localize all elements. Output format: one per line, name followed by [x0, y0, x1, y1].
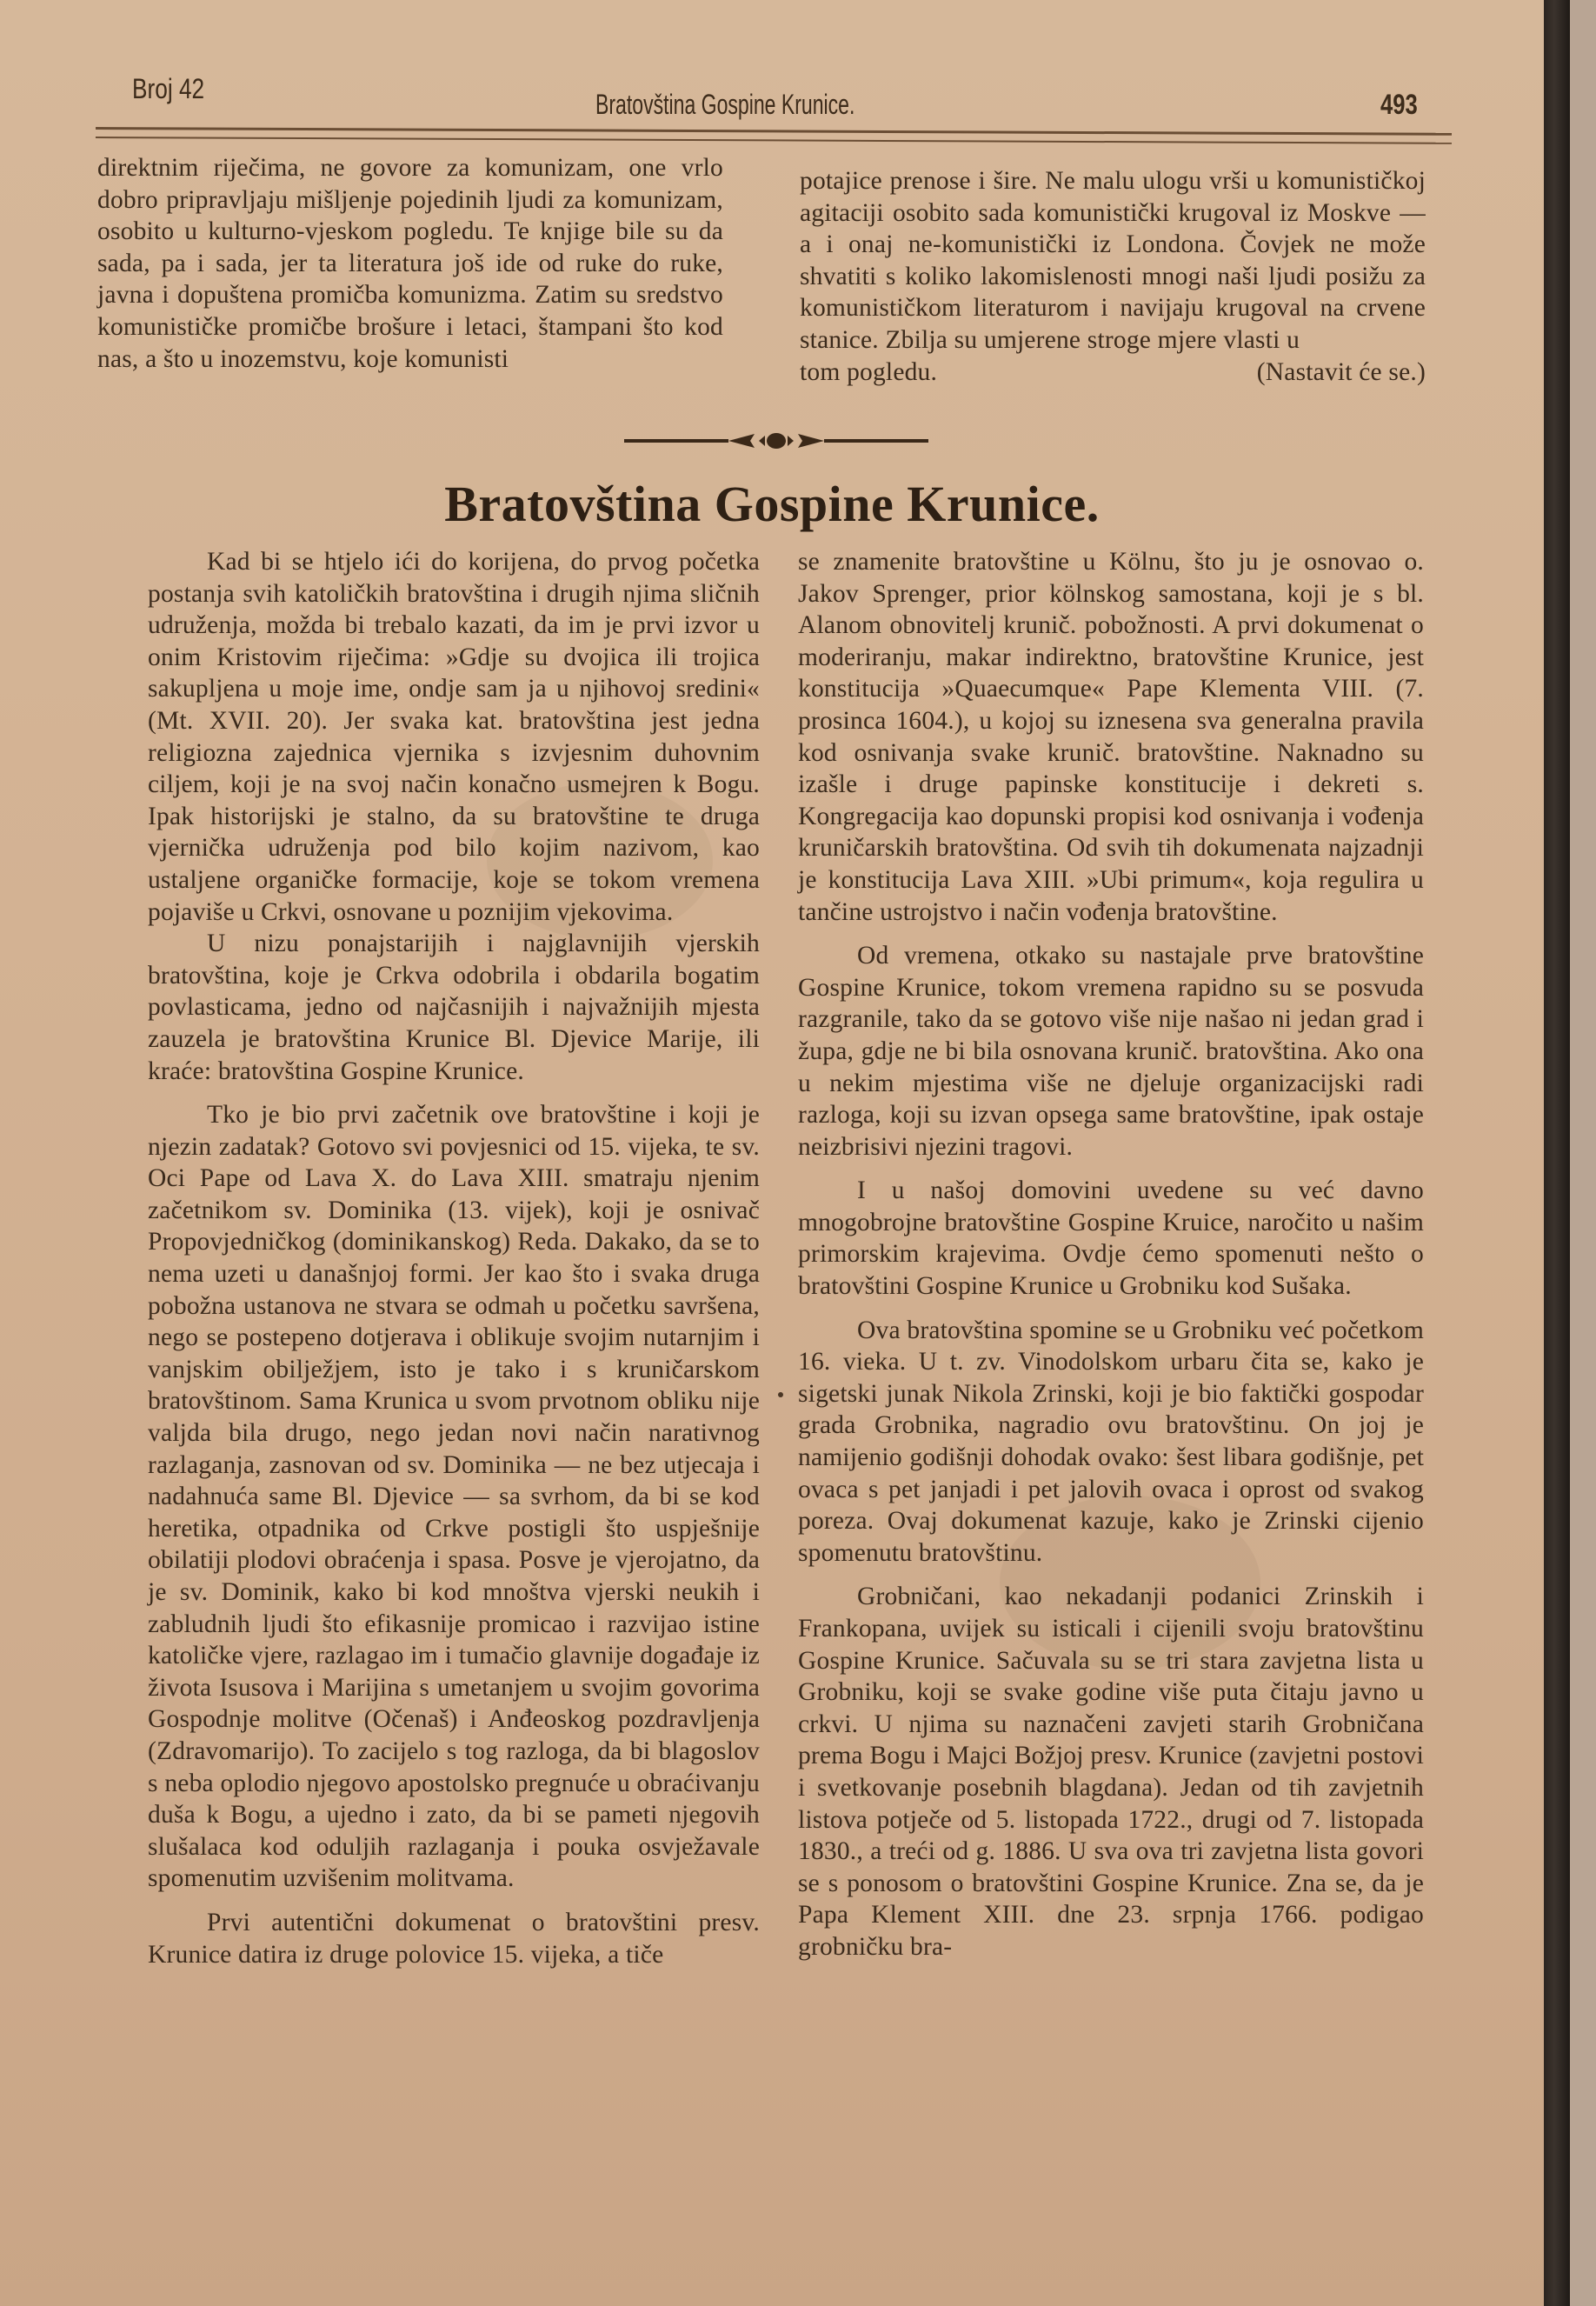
paragraph: U nizu ponajstarijih i najglavnijih vjerskih bratovština, koje je Crkva odobrila i obdarila bogatim povlasticama, jedno od najčasnijih i najvažnijih mjesta zauzela je bratovština Krunice Bl. Djevice Marije, ili kraće: bratovština Gospine Krunice. [148, 930, 760, 1085]
article-right-column [798, 546, 1424, 1963]
background-beyond-page [1570, 0, 1596, 2306]
paragraph: se znamenite bratovštine u Kölnu, što ju je osnovao o. Jakov Sprenger, prior kölnskog samostana, koji je s bl. Alanom obnovitelj krunič. pobožnosti. A prvi dokumenat o moderiranju, makar indirektno, bratovštine Krunice, jest konstitucija »Quaecumque« Pape Klementa VIII. (7. prosinca 1604.), u kojoj su iznesena sva generalna pravila kod osnivanja svake krunič. bratovštine. Naknadno su izašle i druge papinske konstitucije i dekreti s. Kongregacija kao dopunski propisi kod osnivanja i vođenja kruničarskih bratovština. Od svih tih dokumenata najzadnji je konstitucija Lava XIII. »Ubi primum«, koja regulira u tančine ustrojstvo i način vođenja bratovštine. [798, 548, 1424, 926]
paragraph: Tko je bio prvi začetnik ove bratovštine i koji je njezin zadatak? Gotovo svi povjesnici od 15. vijeka, te sv. Oci Pape od Lava X. do Lava XIII. smatraju njenim začetnikom sv. Dominika (13. vijek), koji je osnivač Propovjedničkog (dominikanskog) Reda. Dakako, da se to nema uzeti u današnjoj formi. Jer kao što i svaka druga pobožna ustanova ne stvara se odmah u početku savršena, nego se postepeno dotjerava i oblikuje svojim nutarnjim i vanjskim obilježjem, isto je tako i s kruničarskom bratovštinom. Sama Krunica u svom prvotnom obliku nije valjda bila drugo, nego jedan novi način narativnog razlaganja, zasnovan od sv. Dominika — ne bez utjecaja i nadahnuća same Bl. Djevice — sa svrhom, da bi se kod heretika, otpadnika od Crkve postigli što uspješnije obilatiji plodovi obraćenja i spasa. Posve je vjerojatno, da je sv. Dominik, kako bi kod mnoštva vjerski neukih i zabludnih ljudi što efikasnije promicao i razvijao istine katoličke vjere, razlagao im i tumačio glavnije događaje iz života Isusova i Marijina s umetanjem u svojim govorima Gospodnje molitve (Očenaš) i Anđeoskog pozdravljenja (Zdravomarijo). To zacijelo s tog razloga, da bi blagoslov s neba oplodio njegovo apostolsko pregnuće u obraćivanju duša k Bogu, a ujedno i zato, da bi se pameti njegovih slušalaca kod odulјih razlaganja i pouka osvježavale spomenutim uzvišenim molitvama. [148, 1101, 760, 1893]
continuation-line [800, 357, 1426, 389]
issue-number: Broj 42 [132, 73, 205, 104]
paragraph: Ova bratovština spomine se u Grobniku već početkom 16. vieka. U t. zv. Vinodolskom urbaru čita se, kako je sigetski junak Nikola Zrinski, koji je bio faktički gospodar grada Grobnika, nagradio ovu bratovštinu. On joj je namijenio godišnji dohodak ovako: šest libara godišnje, pet ovaca s pet janjadi i pet jalovih ovaca i oprost od svakog poreza. Ovaj dokumenat kazuje, kako je Zrinski cijenio spomenutu bratovštinu. [798, 1316, 1424, 1567]
article-left-column [148, 546, 760, 1970]
previous-article-right-column [800, 165, 1426, 388]
ornamental-divider-icon [624, 431, 928, 450]
book-binding-edge [1544, 0, 1570, 2306]
paragraph: Kad bi se htjelo ići do korijena, do prvog početka postanja svih katoličkih bratovština i drugih njima sličnih udruženja, možda bi trebalo kazati, da im je prvi izvor u onim Kristovim riječima: »Gdje su dvojica ili trojica sakupljena u moje ime, ondje sam ja u njihovoj sredini« (Mt. XVII. 20). Jer svaka kat. bratovština jest jedna religiozna zajednica vjernika s izvjesnim duhovnim ciljem, koji je na svoj način konačno usmejren k Bogu. Ipak historijski je stalno, da su bratovštine te druga vjernička udruženja pod bilo kojim nazivom, kao ustaljene organičke formacije, koje se tokom vremena pojaviše u Crkvi, osnovane u poznijim vjekovima. [148, 548, 760, 926]
paragraph: Prvi autentični dokumenat o bratovštini presv. Krunice datira iz druge polovice 15. vijeka, a tiče [148, 1908, 760, 1969]
last-line: tom pogledu. [800, 357, 938, 386]
running-title: Bratovština Gospine Krunice. [595, 89, 855, 120]
paragraph: Grobničani, kao nekadanji podanici Zrinskih i Frankopana, uvijek su isticali i cijenili svoju bratovštinu Gospine Krunice. Sačuvala su se tri stara zavjetna lista u Grobniku, koji se svake godine više puta čitaju javno u crkvi. U njima su naznačeni zavjeti starih Grobničana prema Bogu i Majci Božjoj presv. Krunice (zavjetni postovi i svetkovanje posebnih blagdana). Jedan od tih zavjetnih listova potječe od 5. listopada 1722., drugi od 7. listopada 1830., a treći od g. 1886. U sva ova tri zavjetna lista govori se s ponosom o bratovštini Gospine Krunice. Zna se, da je Papa Klement XIII. dne 23. srpnja 1766. podigao grobničku bra- [798, 1583, 1424, 1961]
margin-dot [778, 1392, 783, 1397]
paragraph: Od vremena, otkako su nastajale prve bratovštine Gospine Krunice, tokom vremena rapidno su se posvuda razgranile, tako da se gotovo više nije našao ni jedan grad i župa, gdje ne bi bila osnovana krunič. bratovština. Ako ona u nekim mjestima više ne djeluje organizacijski radi razloga, koji su izvan opsega same bratovštine, ipak ostaje neizbrisivi njezini tragovi. [798, 942, 1424, 1161]
paragraph: direktnim riječima, ne govore za komunizam, one vrlo dobro pripravljaju mišljenje pojedinih ljudi za komunizam, osobito u kulturno-vjeskom pogledu. Te knjige bile su da sada, pa i sada, jer ta literatura još ide od ruke do ruke, javna i dopuštena promičba komunizma. Zatim su sredstvo komunističke promičbe brošure i letaci, štampani što kod nas, a što u inozemstvu, koje komunisti [97, 154, 723, 373]
previous-article-left-column [97, 152, 723, 375]
to-be-continued-note: (Nastavit će se.) [1256, 357, 1426, 386]
paragraph: I u našoj domovini uvedene su već davno mnogobrojne bratovštine Gospine Kruice, naročito u našim primorskim krajevima. Ovdje ćemo spomenuti nešto o bratovštini Gospine Krunice u Grobniku kod Sušaka. [798, 1176, 1424, 1301]
page-number: 493 [1380, 89, 1418, 120]
article-title: Bratovština Gospine Krunice. [444, 476, 1100, 532]
running-head [122, 73, 1460, 125]
paragraph: potajice prenose i šire. Ne malu ulogu vrši u komunističkoj agitaciji osobito sada komunistički krugoval iz Moskve — a i onaj ne-komunistički iz Londona. Čovjek ne može shvatiti s koliko lakomislenosti mnogi naši ljudi posižu za komunističkom literaturom i navijaju krugoval na crvene stanice. Zbilja su umjerene stroge mjere vlasti u [800, 167, 1426, 354]
